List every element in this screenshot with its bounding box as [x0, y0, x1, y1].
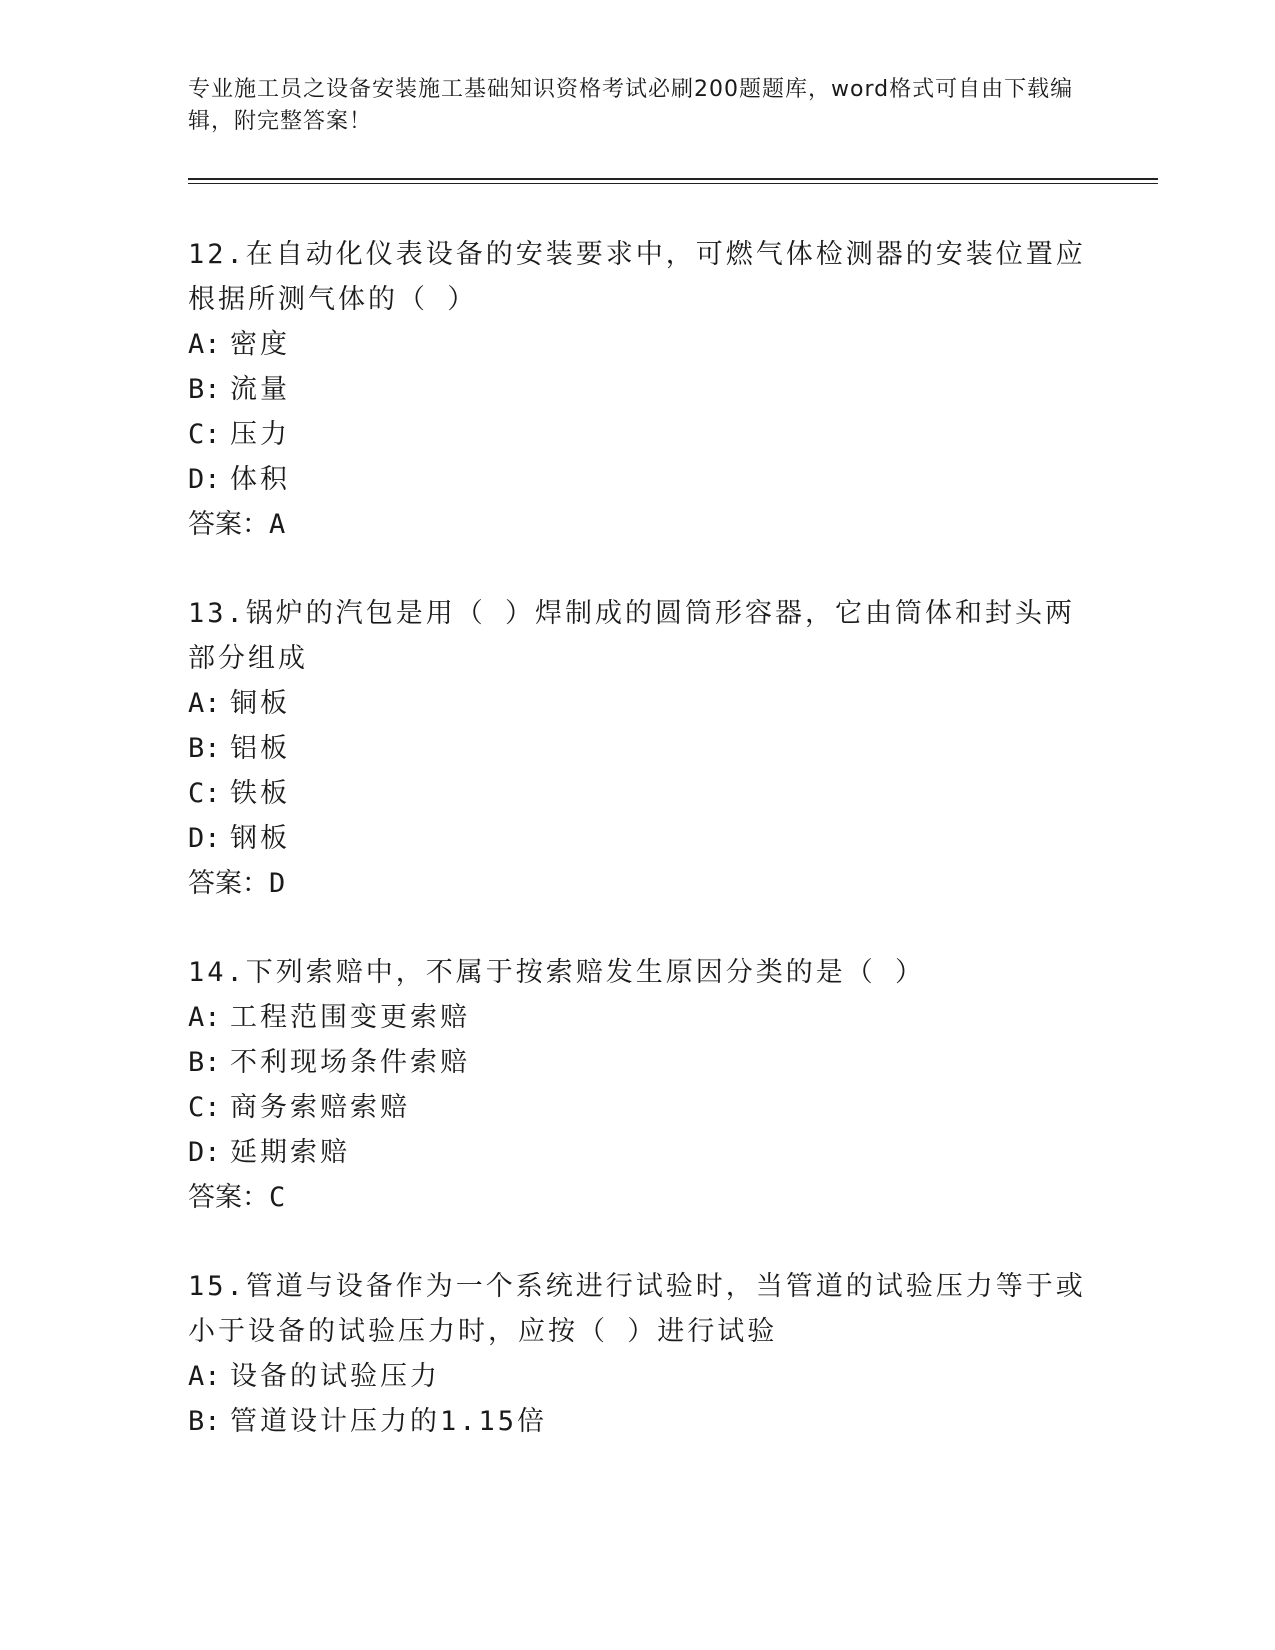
- option-key: C:: [188, 1092, 221, 1123]
- question-stem: 13.锅炉的汽包是用（ ）焊制成的圆筒形容器，它由筒体和封头两部分组成: [188, 598, 1076, 674]
- option-key: D:: [188, 1137, 221, 1168]
- option-text: 钢板: [230, 823, 290, 854]
- option-a: [188, 322, 1088, 367]
- option-text: 铝板: [230, 733, 290, 764]
- option-b: [188, 726, 1088, 771]
- answer-value: D: [269, 868, 286, 899]
- option-key: A:: [188, 688, 221, 719]
- answer-line: [188, 502, 1088, 547]
- question-15: [188, 1264, 1088, 1444]
- answer-label: 答案：: [188, 1182, 269, 1213]
- option-text: 商务索赔索赔: [230, 1092, 410, 1123]
- answer-line: [188, 1175, 1088, 1220]
- option-text: 密度: [230, 329, 290, 360]
- question-list: [188, 232, 1088, 1488]
- option-text: 管道设计压力的1.15倍: [230, 1406, 548, 1437]
- option-text: 铁板: [230, 778, 290, 809]
- option-d: [188, 816, 1088, 861]
- option-text: 铜板: [230, 688, 290, 719]
- option-key: B:: [188, 1406, 221, 1437]
- option-text: 流量: [230, 374, 290, 405]
- question-stem: 15.管道与设备作为一个系统进行试验时，当管道的试验压力等于或小于设备的试验压力时，应按（ ）进行试验: [188, 1271, 1086, 1347]
- option-d: [188, 1130, 1088, 1175]
- document-header: 专业施工员之设备安装施工基础知识资格考试必刷200题题库，word格式可自由下载编辑，附完整答案！: [188, 77, 1074, 134]
- option-text: 体积: [230, 464, 290, 495]
- question-stem: 12.在自动化仪表设备的安装要求中，可燃气体检测器的安装位置应根据所测气体的（ ）: [188, 239, 1086, 315]
- option-b: [188, 1399, 1088, 1444]
- option-b: [188, 367, 1088, 412]
- option-key: D:: [188, 823, 221, 854]
- question-14: [188, 950, 1088, 1220]
- option-key: A:: [188, 1002, 221, 1033]
- option-key: A:: [188, 329, 221, 360]
- option-key: B:: [188, 733, 221, 764]
- question-stem: 14.下列索赔中，不属于按索赔发生原因分类的是（ ）: [188, 957, 926, 988]
- answer-value: A: [269, 509, 286, 540]
- question-13: [188, 591, 1088, 906]
- option-key: B:: [188, 374, 221, 405]
- answer-label: 答案：: [188, 868, 269, 899]
- option-a: [188, 995, 1088, 1040]
- option-text: 工程范围变更索赔: [230, 1002, 470, 1033]
- option-text: 不利现场条件索赔: [230, 1047, 470, 1078]
- answer-line: [188, 861, 1088, 906]
- question-12: [188, 232, 1088, 547]
- option-text: 设备的试验压力: [230, 1361, 440, 1392]
- option-key: C:: [188, 778, 221, 809]
- option-key: D:: [188, 464, 221, 495]
- option-a: [188, 1354, 1088, 1399]
- option-c: [188, 771, 1088, 816]
- header-rule-thin: [188, 183, 1158, 184]
- option-text: 延期索赔: [230, 1137, 350, 1168]
- option-key: B:: [188, 1047, 221, 1078]
- option-key: A:: [188, 1361, 221, 1392]
- option-c: [188, 1085, 1088, 1130]
- option-c: [188, 412, 1088, 457]
- answer-label: 答案：: [188, 509, 269, 540]
- answer-value: C: [269, 1182, 286, 1213]
- header-rule-thick: [188, 178, 1158, 180]
- option-text: 压力: [230, 419, 290, 450]
- option-d: [188, 457, 1088, 502]
- option-key: C:: [188, 419, 221, 450]
- option-b: [188, 1040, 1088, 1085]
- option-a: [188, 681, 1088, 726]
